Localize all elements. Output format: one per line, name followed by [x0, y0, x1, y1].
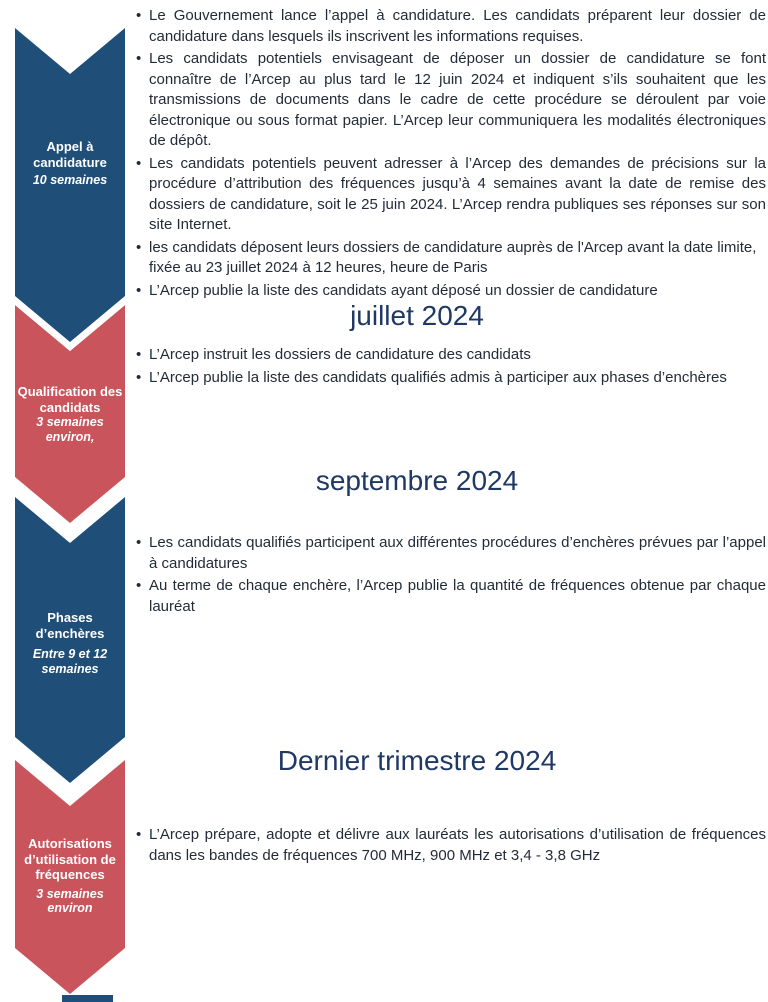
bullet-text: Les candidats qualifiés participent aux différentes procédures d’enchères prévues par l’appel à candidatures [149, 534, 766, 572]
bullet-icon: • [136, 368, 142, 386]
stage-duration: 10 semaines [32, 173, 108, 187]
bullet-icon: • [136, 346, 142, 363]
bullet-item [136, 154, 766, 236]
bullet-icon: • [136, 826, 142, 843]
bullet-item [136, 238, 766, 279]
bullet-icon: • [136, 7, 142, 24]
stage-name: Appel à candidature [33, 139, 107, 170]
timeline-heading-juillet-2024: juillet 2024 [350, 300, 484, 331]
next-stage-chevron-peek [62, 995, 113, 1002]
stage-duration: Entre 9 et 12 semaines [32, 647, 108, 676]
bullet-icon: • [136, 577, 142, 594]
stage-label-encheres [15, 610, 125, 676]
bullet-item [136, 533, 766, 574]
bullet-text: L’Arcep prépare, adopte et délivre aux lauréats les autorisations d’utilisation de fréquences dans les bandes de fréquences 700 MHz, 900 MHz et 3,4 - 3,8 GHz [149, 826, 766, 864]
bullet-item [136, 281, 766, 302]
bullet-text: Les candidats potentiels peuvent adresser à l’Arcep des demandes de précisions sur la procédure d’attribution des fréquences jusqu’à 4 semaines avant la date de remise des dossiers de candidature, soit le 25 juin 2024. L’Arcep rendra publiques ses réponses sur son site Internet. [149, 154, 766, 233]
stage-duration: 3 semaines environ, [36, 415, 104, 444]
section-qualification-bullets [136, 345, 766, 390]
stage-label-autorisations [15, 836, 125, 916]
section-encheres-bullets [136, 533, 766, 619]
timeline-heading-septembre-2024: septembre 2024 [315, 465, 519, 496]
stage-label-appel [15, 139, 125, 188]
bullet-item [136, 345, 766, 366]
bullet-text: les candidats déposent leurs dossiers de candidature auprès de l'Arcep avant la date limite, fixée au 23 juillet 2024 à 12 heures, heure de Paris [149, 238, 757, 276]
bullet-text: Les candidats potentiels envisageant de déposer un dossier de candidature se font connaître de l’Arcep au plus tard le 12 juin 2024 et indiquent s’ils souhaitent que les transmissions de documents dans le cadre de cette procédure se déroulent par voie électronique ou sous format papier. L’Arcep leur communiquera les modalités électroniques de dépôt. [149, 50, 766, 149]
bullet-item [136, 6, 766, 47]
stage-label-qualification [15, 384, 125, 444]
stage-name: Qualification des candidats [17, 384, 123, 415]
bullet-text: L’Arcep publie la liste des candidats qualifiés admis à participer aux phases d’enchères [149, 368, 727, 386]
bullet-text: L’Arcep instruit les dossiers de candidature des candidats [149, 346, 531, 363]
bullet-text: Le Gouvernement lance l’appel à candidature. Les candidats préparent leur dossier de candidature dans lesquels ils inscrivent les informations requises. [149, 7, 766, 45]
bullet-item [136, 368, 766, 389]
timeline-heading-dernier-trimestre-2024: Dernier trimestre 2024 [277, 745, 557, 776]
section-autorisations-bullets [136, 825, 766, 868]
bullet-icon: • [136, 154, 142, 172]
bullet-icon: • [136, 281, 142, 299]
bullet-text: L’Arcep publie la liste des candidats ayant déposé un dossier de candidature [149, 281, 658, 299]
bullet-item [136, 825, 766, 866]
section-appel-bullets [136, 6, 766, 303]
bullet-icon: • [136, 238, 142, 256]
bullet-icon: • [136, 50, 142, 67]
bullet-item [136, 576, 766, 617]
bullet-icon: • [136, 534, 142, 551]
stage-duration: 3 semaines environ [36, 886, 104, 915]
bullet-item [136, 49, 766, 152]
stage-name: Autorisations d’utilisation de fréquences [24, 836, 116, 882]
stage-name: Phases d’enchères [35, 610, 105, 641]
bullet-text: Au terme de chaque enchère, l’Arcep publie la quantité de fréquences obtenue par chaque lauréat [149, 577, 766, 615]
